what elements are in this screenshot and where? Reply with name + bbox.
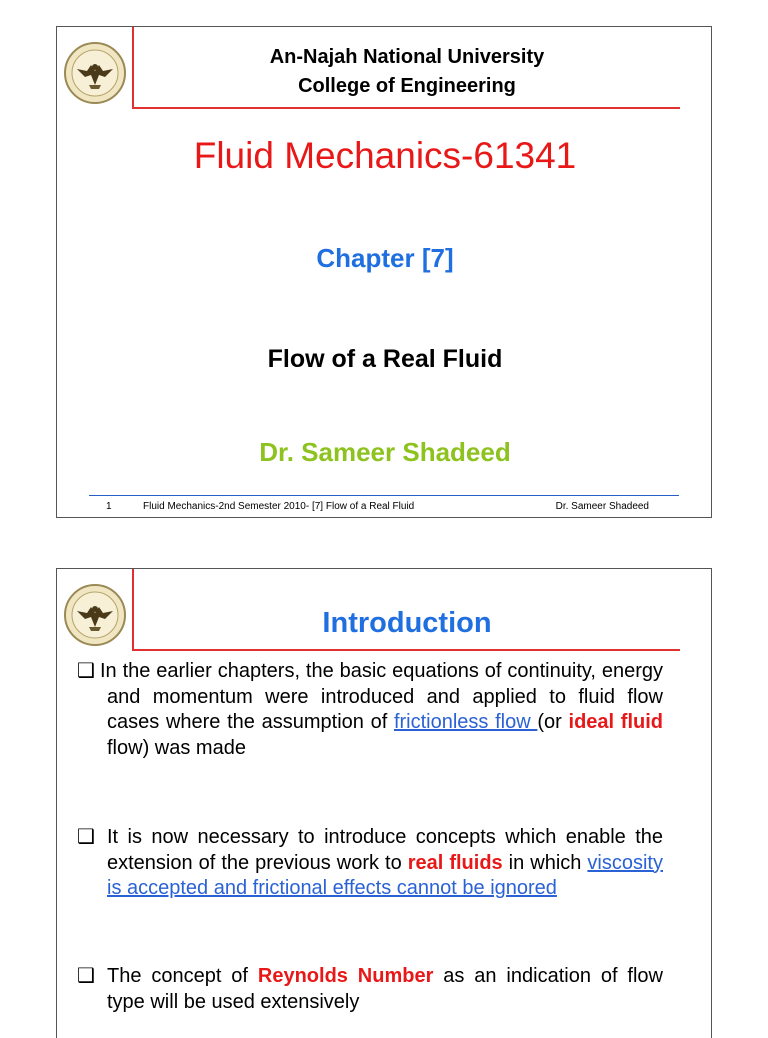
introduction-slide	[56, 568, 712, 1038]
bullet-text	[77, 659, 663, 761]
reynolds-number-emphasis: Reynolds Number	[257, 965, 434, 987]
bullet-item	[77, 659, 663, 761]
checkbox-square-icon: ❑	[77, 660, 95, 682]
title-slide	[56, 26, 712, 518]
bullet-text-part: flow) was made	[107, 736, 246, 759]
frictionless-flow-link: frictionless flow	[393, 711, 538, 734]
college-name: College of Engineering	[298, 75, 516, 97]
slide-title: Introduction	[322, 607, 492, 639]
university-seal-icon	[63, 583, 127, 647]
author-name: Dr. Sameer Shadeed	[259, 437, 511, 467]
viscosity-link: viscosity is accepted and frictional effects cannot be ignored	[107, 851, 663, 900]
footer-page-number: 1	[106, 501, 112, 512]
ideal-fluid-emphasis: ideal fluid	[568, 711, 664, 734]
university-name: An-Najah National University	[269, 46, 545, 68]
institution-header	[133, 43, 681, 101]
header-horizontal-rule	[132, 107, 680, 109]
bullet-text-part: in which	[502, 851, 588, 874]
bullet-text-part: The concept of	[107, 965, 258, 987]
bullet-text	[77, 825, 663, 902]
checkbox-square-icon: ❑	[77, 826, 95, 848]
footer-course-text: Fluid Mechanics-2nd Semester 2010- [7] Flow of a Real Fluid	[143, 501, 415, 512]
bullet-item	[77, 964, 663, 1015]
university-seal-icon	[63, 41, 127, 105]
checkbox-square-icon: ❑	[77, 965, 95, 987]
bullet-text-part: as an indication of flow type will be used extensively	[107, 965, 663, 1013]
footer-author: Dr. Sameer Shadeed	[555, 501, 649, 512]
chapter-label: Chapter [7]	[316, 243, 454, 273]
bullet-text-part: In the earlier chapters, the basic equations of continuity, energy and momentum were introduced and applied to fluid flow cases where the assumption of	[100, 660, 663, 734]
chapter-subtitle: Flow of a Real Fluid	[267, 345, 503, 373]
bullet-text-part: It is now necessary to introduce concepts which enable the extension of the previous work to	[107, 826, 663, 874]
bullet-text-part: (or	[537, 711, 569, 734]
bullet-item	[77, 825, 663, 902]
footer-rule	[89, 495, 679, 496]
course-title: Fluid Mechanics-61341	[193, 135, 577, 176]
bullet-text	[77, 964, 663, 1015]
header-horizontal-rule	[132, 649, 680, 651]
real-fluids-emphasis: real fluids	[407, 851, 503, 874]
